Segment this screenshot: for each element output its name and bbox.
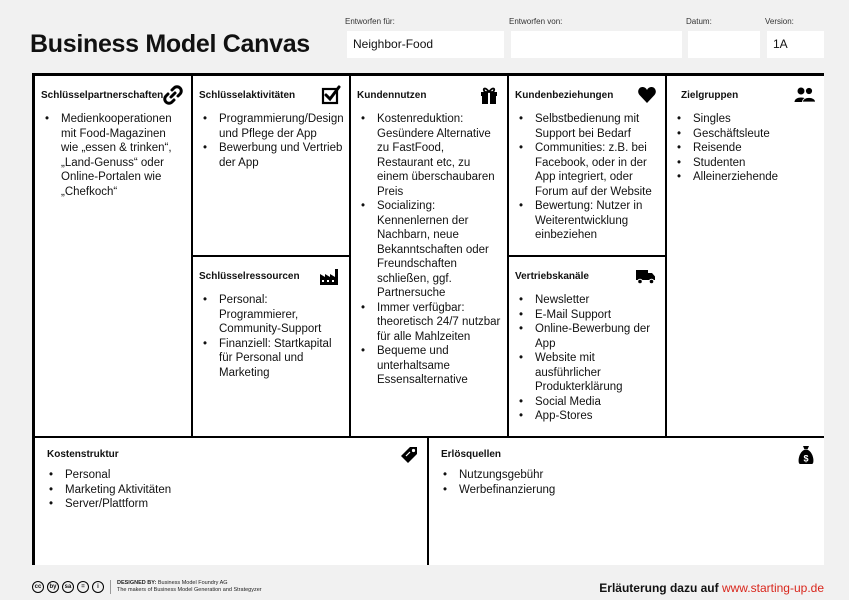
block-revenue-streams bbox=[429, 438, 824, 565]
no-derivatives-icon: = bbox=[77, 581, 89, 593]
block-title: Schlüsselpartnerschaften bbox=[41, 90, 164, 101]
list-item: • Werbefinanzierung bbox=[443, 483, 818, 498]
block-title: Kundennutzen bbox=[357, 90, 427, 101]
list-item: • Finanziell: Startkapital für Personal und Marketing bbox=[203, 337, 343, 381]
source-link[interactable]: www.starting-up.de bbox=[721, 581, 824, 595]
block-title: Zielgruppen bbox=[681, 90, 739, 101]
factory-icon bbox=[319, 266, 341, 286]
list-item: • Bewerbung und Vertrieb der App bbox=[203, 141, 343, 170]
item-list bbox=[443, 468, 818, 497]
list-item: • Website mit ausführlicher Produkterklärung bbox=[519, 351, 659, 395]
explanation-note bbox=[599, 581, 824, 595]
designed-by-label: Entworfen von: bbox=[509, 17, 563, 26]
designed-by-name: Business Model Foundry AG bbox=[157, 580, 228, 586]
list-item: • Selbstbedienung mit Support bei Bedarf bbox=[519, 112, 659, 141]
designed-for-field[interactable]: Neighbor-Food bbox=[347, 31, 504, 58]
item-list bbox=[45, 112, 185, 199]
list-item: • Social Media bbox=[519, 395, 659, 410]
price-tag-icon bbox=[399, 445, 419, 465]
list-item: • Geschäftsleute bbox=[677, 127, 818, 142]
block-cost-structure bbox=[35, 438, 429, 565]
list-item: • Server/Plattform bbox=[49, 497, 421, 512]
list-item: • Kostenreduktion: Gesündere Alternative zu FastFood, Restaurant etc, zu einem überschaubaren Preis bbox=[361, 112, 501, 199]
date-field[interactable] bbox=[688, 31, 760, 58]
list-item: • Newsletter bbox=[519, 293, 659, 308]
block-key-activities bbox=[193, 76, 351, 257]
block-title: Erlösquellen bbox=[441, 449, 502, 460]
block-key-partners bbox=[35, 76, 193, 438]
checkbox-icon bbox=[321, 85, 341, 105]
users-icon bbox=[794, 85, 816, 105]
list-item: • Personal: Programmierer, Community-Support bbox=[203, 293, 343, 337]
item-list bbox=[519, 112, 659, 243]
list-item: • Singles bbox=[677, 112, 818, 127]
designed-by-credit bbox=[110, 580, 262, 594]
list-item: • Marketing Aktivitäten bbox=[49, 483, 421, 498]
creative-commons-icon: cc bbox=[32, 581, 44, 593]
designed-by-field[interactable] bbox=[511, 31, 682, 58]
item-list bbox=[677, 112, 818, 185]
list-item: • Nutzungsgebühr bbox=[443, 468, 818, 483]
item-list bbox=[49, 468, 421, 512]
explanation-text: Erläuterung dazu auf bbox=[599, 581, 719, 595]
block-title: Schlüsselressourcen bbox=[199, 271, 300, 282]
block-title: Kostenstruktur bbox=[47, 449, 119, 460]
block-key-resources bbox=[193, 257, 351, 438]
version-label: Version: bbox=[765, 17, 794, 26]
item-list bbox=[203, 293, 343, 380]
designed-by-label: DESIGNED BY: bbox=[117, 580, 157, 586]
share-alike-icon: sa bbox=[62, 581, 74, 593]
item-list bbox=[519, 293, 659, 424]
list-item: • Programmierung/Design und Pflege der App bbox=[203, 112, 343, 141]
list-item: • Online-Bewerbung der App bbox=[519, 322, 659, 351]
block-channels bbox=[509, 257, 667, 438]
attribution-icon: by bbox=[47, 581, 59, 593]
list-item: • Alleinerziehende bbox=[677, 170, 818, 185]
info-icon: i bbox=[92, 581, 104, 593]
heart-icon bbox=[637, 85, 657, 105]
block-customer-relationships bbox=[509, 76, 667, 257]
gift-icon bbox=[479, 85, 499, 105]
designed-for-label: Entworfen für: bbox=[345, 17, 395, 26]
list-item: • Bequeme und unterhaltsame Essensalternative bbox=[361, 344, 501, 388]
svg-text:$: $ bbox=[803, 453, 809, 464]
version-field[interactable]: 1A bbox=[767, 31, 824, 58]
block-title: Vertriebskanäle bbox=[515, 271, 589, 282]
list-item: • E-Mail Support bbox=[519, 308, 659, 323]
list-item: • Socializing: Kennenlernen der Nachbarn, neue Bekanntschaften oder Freundschaften schließen, ggf. Partnersuche bbox=[361, 199, 501, 301]
truck-icon bbox=[635, 266, 657, 286]
list-item: • Studenten bbox=[677, 156, 818, 171]
list-item: • Medienkooperationen mit Food-Magazinen wie „essen & trinken“, „Land-Genuss“ oder Online-Portalen wie „Chefkoch“ bbox=[45, 112, 185, 199]
list-item: • App-Stores bbox=[519, 409, 659, 424]
link-icon bbox=[163, 85, 183, 105]
item-list bbox=[361, 112, 501, 388]
date-label: Datum: bbox=[686, 17, 712, 26]
list-item: • Bewertung: Nutzer in Weiterentwicklung einbeziehen bbox=[519, 199, 659, 243]
business-model-canvas bbox=[32, 73, 824, 565]
page-title: Business Model Canvas bbox=[30, 30, 310, 58]
designed-by-tagline: The makers of Business Model Generation and Strategyzer bbox=[117, 587, 262, 593]
list-item: • Communities: z.B. bei Facebook, oder in der App integriert, oder Forum auf der Website bbox=[519, 141, 659, 199]
list-item: • Reisende bbox=[677, 141, 818, 156]
list-item: • Personal bbox=[49, 468, 421, 483]
money-bag-icon bbox=[796, 445, 816, 465]
license-icons bbox=[32, 581, 104, 593]
block-customer-segments bbox=[667, 76, 824, 438]
block-title: Kundenbeziehungen bbox=[515, 90, 614, 101]
list-item: • Immer verfügbar: theoretisch 24/7 nutzbar für alle Mahlzeiten bbox=[361, 301, 501, 345]
block-title: Schlüsselaktivitäten bbox=[199, 90, 296, 101]
item-list bbox=[203, 112, 343, 170]
block-value-propositions bbox=[351, 76, 509, 438]
